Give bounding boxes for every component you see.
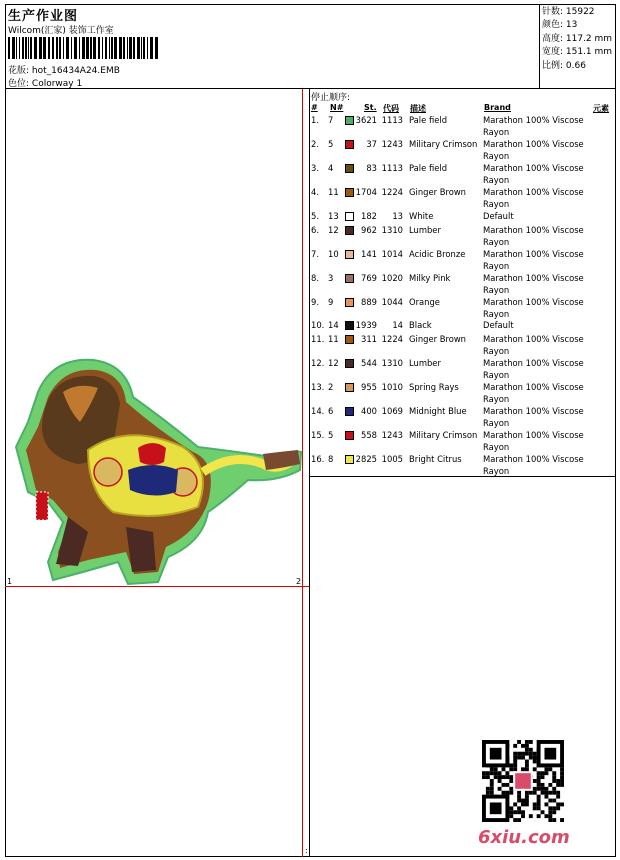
row-stitches: 769 bbox=[361, 273, 377, 283]
col-stitches-header: St. bbox=[364, 103, 377, 112]
row-code: 1310 bbox=[381, 358, 403, 368]
row-stitches: 37 bbox=[366, 139, 377, 149]
row-index: 6. bbox=[311, 225, 319, 235]
row-index: 7. bbox=[311, 249, 319, 259]
row-color-swatch bbox=[345, 164, 354, 173]
row-needle: 7 bbox=[328, 115, 334, 125]
row-index: 14. bbox=[311, 406, 325, 416]
header-divider bbox=[5, 88, 616, 89]
row-color-swatch bbox=[345, 250, 354, 259]
row-code: 1069 bbox=[381, 406, 403, 416]
design-height: 高度: 117.2 mm bbox=[542, 33, 613, 44]
row-color-swatch bbox=[345, 140, 354, 149]
col-needle-header: N# bbox=[330, 103, 344, 112]
row-brand: Marathon 100% Viscose Rayon bbox=[483, 163, 584, 185]
row-description: Military Crimson bbox=[409, 430, 478, 440]
row-color-swatch bbox=[345, 383, 354, 392]
row-description: Pale field bbox=[409, 163, 448, 173]
row-color-swatch bbox=[345, 407, 354, 416]
row-color-swatch bbox=[345, 455, 354, 464]
row-stitches: 3621 bbox=[355, 115, 377, 125]
row-stitches: 955 bbox=[361, 382, 377, 392]
row-needle: 3 bbox=[328, 273, 334, 283]
row-color-swatch bbox=[345, 359, 354, 368]
row-stitches: 544 bbox=[361, 358, 377, 368]
row-needle: 12 bbox=[328, 225, 339, 235]
row-description: Black bbox=[409, 320, 432, 330]
row-needle: 13 bbox=[328, 211, 339, 221]
row-brand: Marathon 100% Viscose Rayon bbox=[483, 334, 584, 356]
row-brand: Marathon 100% Viscose Rayon bbox=[483, 406, 584, 428]
row-description: Acidic Bronze bbox=[409, 249, 466, 259]
saddle-medallion-left bbox=[94, 458, 122, 486]
page-title: 生产作业图 bbox=[8, 9, 79, 24]
col-brand-header: Brand bbox=[484, 103, 511, 112]
row-color-swatch bbox=[345, 212, 354, 221]
design-extent-horizontal bbox=[5, 586, 309, 587]
file-line bbox=[8, 63, 120, 76]
row-index: 4. bbox=[311, 187, 319, 197]
row-index: 13. bbox=[311, 382, 325, 392]
row-code: 1014 bbox=[381, 249, 403, 259]
row-code: 1243 bbox=[381, 139, 403, 149]
saddle-tassel bbox=[36, 492, 48, 520]
row-index: 11. bbox=[311, 334, 325, 344]
marker-1: 1 bbox=[7, 577, 13, 586]
colorway-label: 色位: bbox=[8, 79, 30, 89]
row-brand: Marathon 100% Viscose Rayon bbox=[483, 454, 584, 476]
row-brand: Default bbox=[483, 320, 514, 330]
row-needle: 2 bbox=[328, 382, 334, 392]
barcode bbox=[8, 37, 158, 59]
row-code: 1113 bbox=[381, 163, 403, 173]
col-index-header: # bbox=[311, 103, 318, 112]
row-needle: 9 bbox=[328, 297, 334, 307]
row-needle: 11 bbox=[328, 334, 339, 344]
embroidery-design bbox=[8, 352, 304, 588]
marker-bottom: : bbox=[305, 846, 308, 855]
row-index: 10. bbox=[311, 320, 325, 330]
row-index: 2. bbox=[311, 139, 319, 149]
row-needle: 8 bbox=[328, 454, 334, 464]
saddle-red-top bbox=[138, 443, 166, 465]
stop-sequence-title: 停止顺序: bbox=[311, 93, 351, 103]
col-desc-header: 描述 bbox=[410, 104, 426, 113]
row-color-swatch bbox=[345, 226, 354, 235]
stats-divider bbox=[539, 4, 540, 89]
row-brand: Default bbox=[483, 211, 514, 221]
row-code: 1243 bbox=[381, 430, 403, 440]
row-needle: 12 bbox=[328, 358, 339, 368]
row-stitches: 182 bbox=[361, 211, 377, 221]
row-color-swatch bbox=[345, 321, 354, 330]
row-brand: Marathon 100% Viscose Rayon bbox=[483, 297, 584, 319]
row-color-swatch bbox=[345, 274, 354, 283]
row-needle: 5 bbox=[328, 139, 334, 149]
row-stitches: 2825 bbox=[355, 454, 377, 464]
row-code: 1113 bbox=[381, 115, 403, 125]
row-code: 1044 bbox=[381, 297, 403, 307]
color-count: 颜色: 13 bbox=[542, 20, 578, 31]
row-index: 1. bbox=[311, 115, 319, 125]
row-index: 8. bbox=[311, 273, 319, 283]
row-index: 16. bbox=[311, 454, 325, 464]
file-label: 花版: bbox=[8, 66, 30, 76]
marker-2: 2 bbox=[296, 577, 302, 586]
row-brand: Marathon 100% Viscose Rayon bbox=[483, 139, 584, 161]
center-divider bbox=[309, 89, 310, 857]
row-needle: 14 bbox=[328, 320, 339, 330]
row-code: 1224 bbox=[381, 187, 403, 197]
design-extent-vertical bbox=[302, 89, 303, 857]
row-needle: 10 bbox=[328, 249, 339, 259]
row-brand: Marathon 100% Viscose Rayon bbox=[483, 249, 584, 271]
watermark: 6xiu.com bbox=[478, 827, 570, 848]
row-description: Milky Pink bbox=[409, 273, 451, 283]
row-color-swatch bbox=[345, 298, 354, 307]
row-stitches: 400 bbox=[361, 406, 377, 416]
row-brand: Marathon 100% Viscose Rayon bbox=[483, 225, 584, 247]
qr-code bbox=[480, 740, 566, 822]
row-code: 1310 bbox=[381, 225, 403, 235]
row-brand: Marathon 100% Viscose Rayon bbox=[483, 430, 584, 452]
saddle-blue-band bbox=[128, 465, 178, 496]
row-description: Orange bbox=[409, 297, 440, 307]
row-stitches: 1939 bbox=[355, 320, 377, 330]
file-name: hot_16434A24.EMB bbox=[31, 66, 120, 76]
row-index: 5. bbox=[311, 211, 319, 221]
colorway-line bbox=[8, 76, 82, 89]
row-code: 1224 bbox=[381, 334, 403, 344]
design-width: 宽度: 151.1 mm bbox=[542, 47, 613, 58]
row-description: Ginger Brown bbox=[409, 187, 466, 197]
row-brand: Marathon 100% Viscose Rayon bbox=[483, 273, 584, 295]
row-brand: Marathon 100% Viscose Rayon bbox=[483, 358, 584, 380]
row-stitches: 889 bbox=[361, 297, 377, 307]
row-index: 15. bbox=[311, 430, 325, 440]
row-description: Pale field bbox=[409, 115, 448, 125]
row-stitches: 558 bbox=[361, 430, 377, 440]
col-code-header: 代码 bbox=[383, 104, 399, 113]
row-description: Lumber bbox=[409, 358, 441, 368]
row-brand: Marathon 100% Viscose Rayon bbox=[483, 382, 584, 404]
row-description: Spring Rays bbox=[409, 382, 459, 392]
row-code: 1005 bbox=[381, 454, 403, 464]
row-stitches: 311 bbox=[361, 334, 377, 344]
row-description: Lumber bbox=[409, 225, 441, 235]
row-code: 14 bbox=[392, 320, 403, 330]
row-brand: Marathon 100% Viscose Rayon bbox=[483, 115, 584, 137]
row-description: White bbox=[409, 211, 434, 221]
studio-name: Wilcom(汇家) 装饰工作室 bbox=[8, 26, 114, 36]
row-index: 3. bbox=[311, 163, 319, 173]
design-stats bbox=[542, 6, 612, 73]
row-description: Ginger Brown bbox=[409, 334, 466, 344]
row-needle: 6 bbox=[328, 406, 334, 416]
row-needle: 5 bbox=[328, 430, 334, 440]
row-index: 9. bbox=[311, 297, 319, 307]
row-stitches: 83 bbox=[366, 163, 377, 173]
row-color-swatch bbox=[345, 188, 354, 197]
row-description: Military Crimson bbox=[409, 139, 478, 149]
row-color-swatch bbox=[345, 116, 354, 125]
col-element-header: 元素 bbox=[593, 104, 609, 113]
row-description: Midnight Blue bbox=[409, 406, 467, 416]
row-color-swatch bbox=[345, 431, 354, 440]
row-code: 13 bbox=[392, 211, 403, 221]
row-index: 12. bbox=[311, 358, 325, 368]
colorway-value: Colorway 1 bbox=[31, 79, 83, 89]
row-stitches: 962 bbox=[361, 225, 377, 235]
row-code: 1020 bbox=[381, 273, 403, 283]
row-color-swatch bbox=[345, 335, 354, 344]
stitch-count: 针数: 15922 bbox=[542, 7, 595, 17]
row-needle: 11 bbox=[328, 187, 339, 197]
row-needle: 4 bbox=[328, 163, 334, 173]
row-stitches: 1704 bbox=[355, 187, 377, 197]
row-brand: Marathon 100% Viscose Rayon bbox=[483, 187, 584, 209]
row-code: 1010 bbox=[381, 382, 403, 392]
row-stitches: 141 bbox=[361, 249, 377, 259]
row-description: Bright Citrus bbox=[409, 454, 462, 464]
design-scale: 比例: 0.66 bbox=[542, 60, 586, 71]
